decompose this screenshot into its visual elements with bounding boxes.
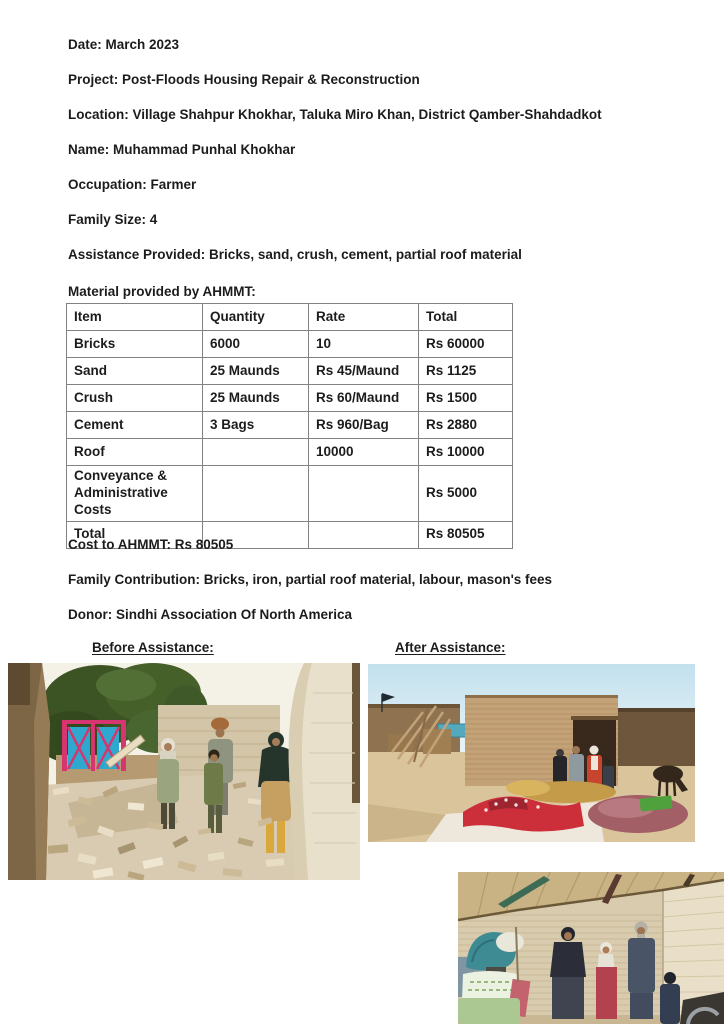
table-row (67, 412, 513, 439)
cell-quantity (203, 439, 309, 466)
col-item: Item (67, 304, 203, 331)
cell-total: Rs 1125 (419, 358, 513, 385)
cell-quantity: 6000 (203, 331, 309, 358)
table-header-row (67, 304, 513, 331)
cell-rate: 10000 (309, 439, 419, 466)
col-total: Total (419, 304, 513, 331)
field-location: Location: Village Shahpur Khokhar, Taluka Miro Khan, District Qamber-Shahdadkot (68, 107, 602, 122)
field-name: Name: Muhammad Punhal Khokhar (68, 142, 296, 157)
cell-total: Rs 10000 (419, 439, 513, 466)
after-assistance-caption: After Assistance: (395, 640, 506, 655)
materials-table (66, 303, 513, 549)
cell-total: Rs 2880 (419, 412, 513, 439)
col-rate: Rate (309, 304, 419, 331)
cell-rate: 10 (309, 331, 419, 358)
after-photo-exterior (368, 664, 695, 842)
field-date: Date: March 2023 (68, 37, 180, 52)
summary-cost: Cost to AHMMT: Rs 80505 (68, 537, 234, 552)
cell-item: Crush (67, 385, 203, 412)
cell-rate: Rs 60/Maund (309, 385, 419, 412)
materials-table-title: Material provided by AHMMT: (68, 284, 256, 299)
summary-donor: Donor: Sindhi Association Of North America (68, 607, 353, 622)
table-row (67, 439, 513, 466)
col-quantity: Quantity (203, 304, 309, 331)
after-photo-interior (458, 872, 724, 1024)
before-assistance-caption: Before Assistance: (92, 640, 214, 655)
cell-item: Total (67, 521, 203, 548)
summary-family-contribution: Family Contribution: Bricks, iron, partial roof material, labour, mason's fees (68, 572, 553, 587)
cell-rate: Rs 960/Bag (309, 412, 419, 439)
field-project: Project: Post-Floods Housing Repair & Reconstruction (68, 72, 420, 87)
cell-item: Bricks (67, 331, 203, 358)
table-row (67, 385, 513, 412)
table-row (67, 358, 513, 385)
cell-rate (309, 466, 419, 522)
field-assistance: Assistance Provided: Bricks, sand, crush, cement, partial roof material (68, 247, 522, 262)
cell-item: Roof (67, 439, 203, 466)
cell-total: Rs 60000 (419, 331, 513, 358)
cell-total: Rs 5000 (419, 466, 513, 522)
cell-total: Rs 1500 (419, 385, 513, 412)
cell-item: Conveyance & Administrative Costs (67, 466, 203, 522)
cell-quantity: 3 Bags (203, 412, 309, 439)
field-occupation: Occupation: Farmer (68, 177, 197, 192)
cell-rate: Rs 45/Maund (309, 358, 419, 385)
cell-quantity (203, 466, 309, 522)
cell-quantity: 25 Maunds (203, 385, 309, 412)
table-row (67, 331, 513, 358)
before-photo (8, 663, 360, 880)
cell-item: Cement (67, 412, 203, 439)
cell-item: Sand (67, 358, 203, 385)
cell-rate (309, 521, 419, 548)
field-family-size: Family Size: 4 (68, 212, 158, 227)
cell-total: Rs 80505 (419, 521, 513, 548)
cell-quantity: 25 Maunds (203, 358, 309, 385)
table-row (67, 466, 513, 522)
